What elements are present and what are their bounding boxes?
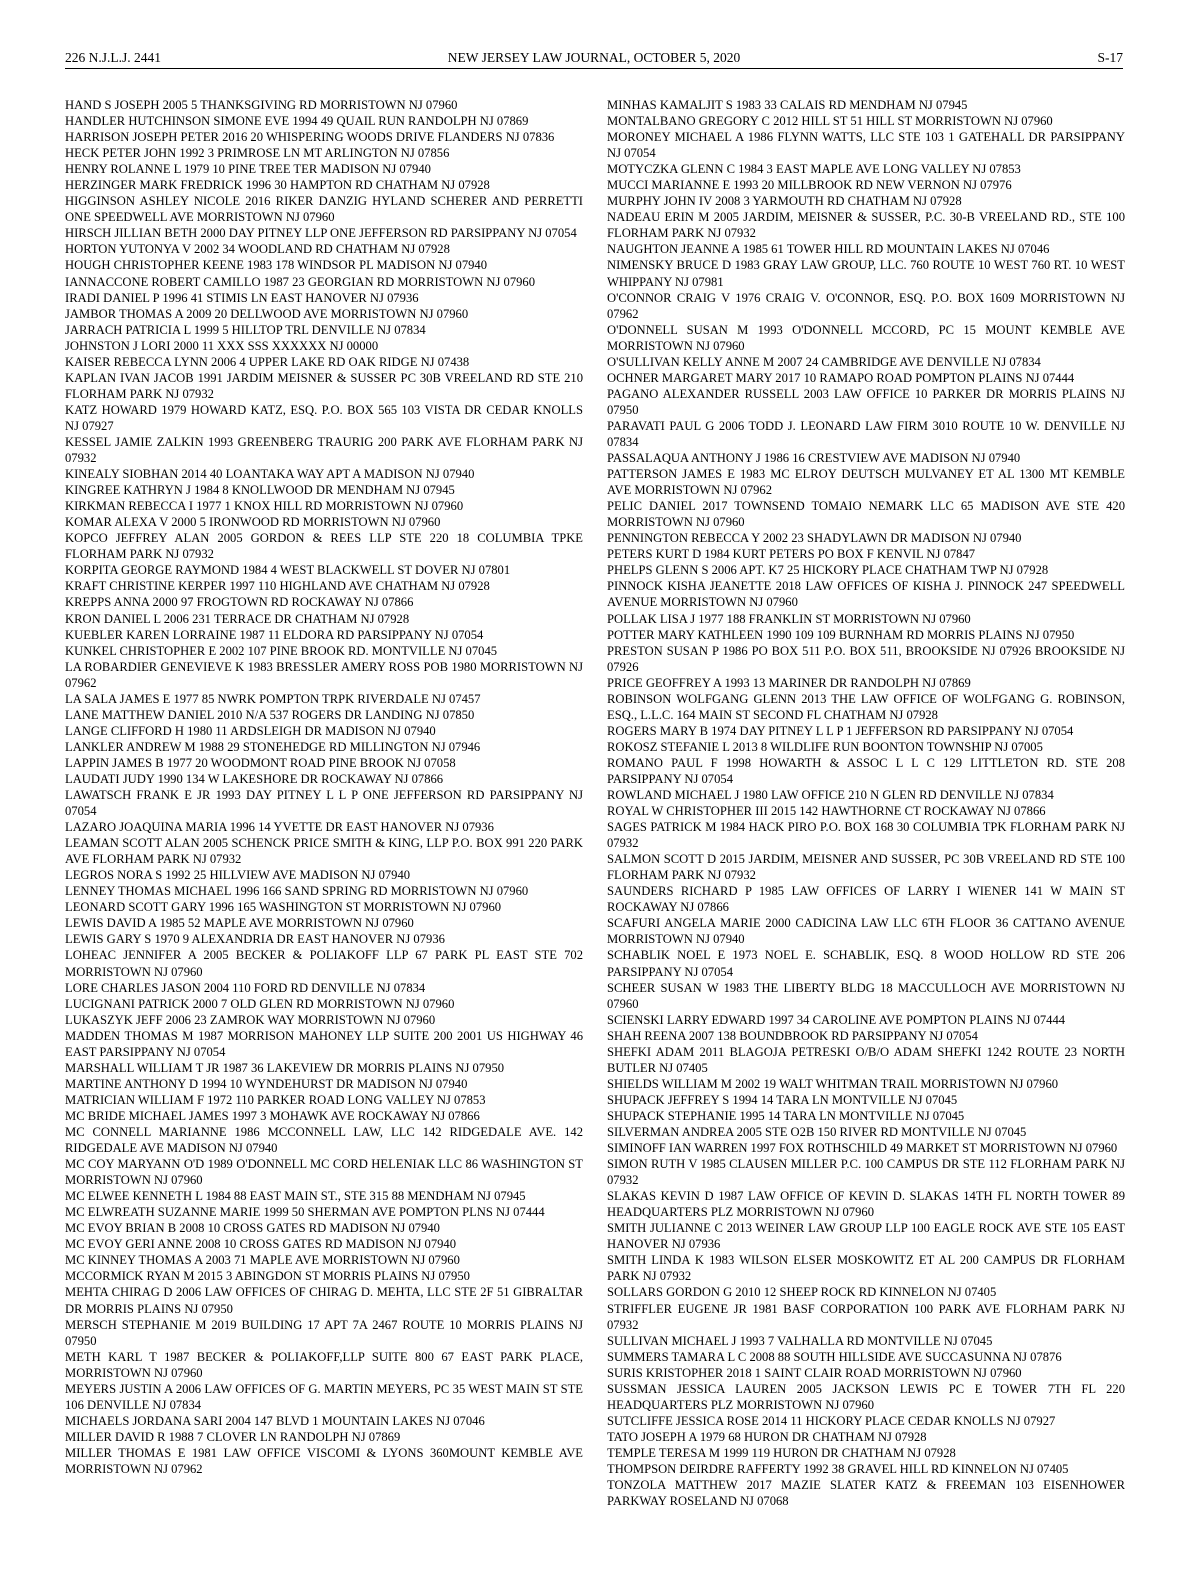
attorney-entry: KINGREE KATHRYN J 1984 8 KNOLLWOOD DR MENDHAM NJ 07945 — [65, 483, 455, 498]
attorney-entry: KUNKEL CHRISTOPHER E 2002 107 PINE BROOK RD. MONTVILLE NJ 07045 — [65, 643, 498, 658]
attorney-entry: IRADI DANIEL P 1996 41 STIMIS LN EAST HANOVER NJ 07936 — [65, 290, 419, 305]
attorney-entry: SMITH JULIANNE C 2013 WEINER LAW GROUP LLP 100 EAGLE ROCK AVE STE 105 EAST HANOVER NJ 07936 — [607, 1221, 1125, 1252]
page-number: S-17 — [1097, 50, 1123, 65]
attorney-entry: HERZINGER MARK FREDRICK 1996 30 HAMPTON RD CHATHAM NJ 07928 — [65, 178, 490, 193]
attorney-entry: NADEAU ERIN M 2005 JARDIM, MEISNER & SUSSER, P.C. 30-B VREELAND RD., STE 100 FLORHAM PARK NJ 07932 — [607, 210, 1125, 241]
attorney-entry: MOTYCZKA GLENN C 1984 3 EAST MAPLE AVE LONG VALLEY NJ 07853 — [607, 162, 1021, 177]
attorney-entry: KAISER REBECCA LYNN 2006 4 UPPER LAKE RD OAK RIDGE NJ 07438 — [65, 354, 470, 369]
attorney-entry: LUCIGNANI PATRICK 2000 7 OLD GLEN RD MORRISTOWN NJ 07960 — [65, 996, 455, 1011]
attorney-entry: MEHTA CHIRAG D 2006 LAW OFFICES OF CHIRAG D. MEHTA, LLC STE 2F 51 GIBRALTAR DR MORRIS PLAINS NJ 07950 — [65, 1285, 583, 1316]
attorney-entry: STRIFFLER EUGENE JR 1981 BASF CORPORATION 100 PARK AVE FLORHAM PARK NJ 07932 — [607, 1301, 1125, 1332]
attorney-entry: MC ELWREATH SUZANNE MARIE 1999 50 SHERMAN AVE POMPTON PLNS NJ 07444 — [65, 1205, 545, 1220]
attorney-entry: MC KINNEY THOMAS A 2003 71 MAPLE AVE MORRISTOWN NJ 07960 — [65, 1253, 460, 1268]
attorney-entry: PHELPS GLENN S 2006 APT. K7 25 HICKORY PLACE CHATHAM TWP NJ 07928 — [607, 563, 1049, 578]
attorney-entry: SALMON SCOTT D 2015 JARDIM, MEISNER AND SUSSER, PC 30B VREELAND RD STE 100 FLORHAM PARK NJ 07932 — [607, 852, 1125, 883]
attorney-entry: PASSALAQUA ANTHONY J 1986 16 CRESTVIEW AVE MADISON NJ 07940 — [607, 451, 1021, 466]
attorney-entry: O'DONNELL SUSAN M 1993 O'DONNELL MCCORD, PC 15 MOUNT KEMBLE AVE MORRISTOWN NJ 07960 — [607, 322, 1125, 353]
attorney-entry: SAUNDERS RICHARD P 1985 LAW OFFICES OF LARRY I WIENER 141 W MAIN ST ROCKAWAY NJ 07866 — [607, 884, 1125, 915]
attorney-entry: PRESTON SUSAN P 1986 PO BOX 511 P.O. BOX 511, BROOKSIDE NJ 07926 BROOKSIDE NJ 07926 — [607, 643, 1125, 674]
attorney-entry: TONZOLA MATTHEW 2017 MAZIE SLATER KATZ & FREEMAN 103 EISENHOWER PARKWAY ROSELAND NJ 07068 — [607, 1478, 1125, 1509]
right-column — [607, 97, 1125, 1509]
attorney-entry: MUCCI MARIANNE E 1993 20 MILLBROOK RD NEW VERNON NJ 07976 — [607, 178, 1012, 193]
attorney-entry: LA ROBARDIER GENEVIEVE K 1983 BRESSLER AMERY ROSS POB 1980 MORRISTOWN NJ 07962 — [65, 659, 583, 690]
attorney-entry: KATZ HOWARD 1979 HOWARD KATZ, ESQ. P.O. BOX 565 103 VISTA DR CEDAR KNOLLS NJ 07927 — [65, 402, 583, 433]
attorney-entry: PAGANO ALEXANDER RUSSELL 2003 LAW OFFICE 10 PARKER DR MORRIS PLAINS NJ 07950 — [607, 386, 1125, 417]
attorney-entry: LEWIS GARY S 1970 9 ALEXANDRIA DR EAST HANOVER NJ 07936 — [65, 932, 445, 947]
attorney-entry: MEYERS JUSTIN A 2006 LAW OFFICES OF G. MARTIN MEYERS, PC 35 WEST MAIN ST STE 106 DENVILLE NJ 07834 — [65, 1381, 583, 1412]
attorney-entry: ROBINSON WOLFGANG GLENN 2013 THE LAW OFFICE OF WOLFGANG G. ROBINSON, ESQ., L.L.C. 164 MAIN ST SECOND FL CHATHAM NJ 07928 — [607, 691, 1125, 722]
attorney-entry: O'CONNOR CRAIG V 1976 CRAIG V. O'CONNOR, ESQ. P.O. BOX 1609 MORRISTOWN NJ 07962 — [607, 290, 1125, 321]
attorney-entry: MC COY MARYANN O'D 1989 O'DONNELL MC CORD HELENIAK LLC 86 WASHINGTON ST MORRISTOWN NJ 07960 — [65, 1157, 583, 1188]
attorney-entry: ROYAL W CHRISTOPHER III 2015 142 HAWTHORNE CT ROCKAWAY NJ 07866 — [607, 804, 1046, 819]
attorney-entry: LEGROS NORA S 1992 25 HILLVIEW AVE MADISON NJ 07940 — [65, 868, 411, 883]
attorney-entry: HARRISON JOSEPH PETER 2016 20 WHISPERING WOODS DRIVE FLANDERS NJ 07836 — [65, 130, 555, 145]
attorney-entry: HORTON YUTONYA V 2002 34 WOODLAND RD CHATHAM NJ 07928 — [65, 242, 450, 257]
attorney-entry: LEAMAN SCOTT ALAN 2005 SCHENCK PRICE SMITH & KING, LLP P.O. BOX 991 220 PARK AVE FLORHAM PARK NJ 07932 — [65, 836, 583, 867]
attorney-entry: SURIS KRISTOPHER 2018 1 SAINT CLAIR ROAD MORRISTOWN NJ 07960 — [607, 1365, 1022, 1380]
attorney-entry: SLAKAS KEVIN D 1987 LAW OFFICE OF KEVIN D. SLAKAS 14TH FL NORTH TOWER 89 HEADQUARTERS PLZ MORRISTOWN NJ 07960 — [607, 1189, 1125, 1220]
attorney-entry: MINHAS KAMALJIT S 1983 33 CALAIS RD MENDHAM NJ 07945 — [607, 98, 968, 112]
attorney-entry: LEWIS DAVID A 1985 52 MAPLE AVE MORRISTOWN NJ 07960 — [65, 916, 414, 931]
attorney-entry: MC CONNELL MARIANNE 1986 MCCONNELL LAW, LLC 142 RIDGEDALE AVE. 142 RIDGEDALE AVE MADISON NJ 07940 — [65, 1125, 583, 1156]
attorney-entry: SULLIVAN MICHAEL J 1993 7 VALHALLA RD MONTVILLE NJ 07045 — [607, 1333, 993, 1348]
attorney-entry: O'SULLIVAN KELLY ANNE M 2007 24 CAMBRIDGE AVE DENVILLE NJ 07834 — [607, 354, 1041, 369]
attorney-entry: PINNOCK KISHA JEANETTE 2018 LAW OFFICES OF KISHA J. PINNOCK 247 SPEEDWELL AVENUE MORRISTOWN NJ 07960 — [607, 579, 1125, 610]
attorney-entry: IANNACCONE ROBERT CAMILLO 1987 23 GEORGIAN RD MORRISTOWN NJ 07960 — [65, 274, 536, 289]
attorney-entry: PENNINGTON REBECCA Y 2002 23 SHADYLAWN DR MADISON NJ 07940 — [607, 531, 1022, 546]
attorney-entry: MERSCH STEPHANIE M 2019 BUILDING 17 APT 7A 2467 ROUTE 10 MORRIS PLAINS NJ 07950 — [65, 1317, 583, 1348]
attorney-entry: ROWLAND MICHAEL J 1980 LAW OFFICE 210 N GLEN RD DENVILLE NJ 07834 — [607, 788, 1054, 803]
attorney-entry: MURPHY JOHN IV 2008 3 YARMOUTH RD CHATHAM NJ 07928 — [607, 194, 962, 209]
attorney-entry: SAGES PATRICK M 1984 HACK PIRO P.O. BOX 168 30 COLUMBIA TPK FLORHAM PARK NJ 07932 — [607, 820, 1125, 851]
attorney-entry: SOLLARS GORDON G 2010 12 SHEEP ROCK RD KINNELON NJ 07405 — [607, 1285, 997, 1300]
attorney-entry: SUTCLIFFE JESSICA ROSE 2014 11 HICKORY PLACE CEDAR KNOLLS NJ 07927 — [607, 1413, 1056, 1428]
attorney-entry: KOPCO JEFFREY ALAN 2005 GORDON & REES LLP STE 220 18 COLUMBIA TPKE FLORHAM PARK NJ 07932 — [65, 531, 583, 562]
attorney-entry: LUKASZYK JEFF 2006 23 ZAMROK WAY MORRISTOWN NJ 07960 — [65, 1012, 436, 1027]
attorney-entry: HIGGINSON ASHLEY NICOLE 2016 RIKER DANZIG HYLAND SCHERER AND PERRETTI ONE SPEEDWELL AVE MORRISTOWN NJ 07960 — [65, 194, 583, 225]
attorney-entry: TATO JOSEPH A 1979 68 HURON DR CHATHAM NJ 07928 — [607, 1429, 927, 1444]
attorney-entry: MCCORMICK RYAN M 2015 3 ABINGDON ST MORRIS PLAINS NJ 07950 — [65, 1269, 470, 1284]
attorney-entry: MILLER THOMAS E 1981 LAW OFFICE VISCOMI & LYONS 360MOUNT KEMBLE AVE MORRISTOWN NJ 07962 — [65, 1445, 583, 1476]
attorney-entry: SIMINOFF IAN WARREN 1997 FOX ROTHSCHILD 49 MARKET ST MORRISTOWN NJ 07960 — [607, 1141, 1118, 1156]
attorney-entry: SHEFKI ADAM 2011 BLAGOJA PETRESKI O/B/O ADAM SHEFKI 1242 ROUTE 23 NORTH BUTLER NJ 07405 — [607, 1044, 1125, 1075]
attorney-entry: MICHAELS JORDANA SARI 2004 147 BLVD 1 MOUNTAIN LAKES NJ 07046 — [65, 1413, 485, 1428]
attorney-entry: SCHABLIK NOEL E 1973 NOEL E. SCHABLIK, ESQ. 8 WOOD HOLLOW RD STE 206 PARSIPPANY NJ 07054 — [607, 948, 1125, 979]
attorney-entry: SIMON RUTH V 1985 CLAUSEN MILLER P.C. 100 CAMPUS DR STE 112 FLORHAM PARK NJ 07932 — [607, 1157, 1125, 1188]
attorney-entry: SUMMERS TAMARA L C 2008 88 SOUTH HILLSIDE AVE SUCCASUNNA NJ 07876 — [607, 1349, 1062, 1364]
attorney-entry: KORPITA GEORGE RAYMOND 1984 4 WEST BLACKWELL ST DOVER NJ 07801 — [65, 563, 511, 578]
attorney-entry: HENRY ROLANNE L 1979 10 PINE TREE TER MADISON NJ 07940 — [65, 162, 431, 177]
attorney-entry: LEONARD SCOTT GARY 1996 165 WASHINGTON ST MORRISTOWN NJ 07960 — [65, 900, 502, 915]
attorney-entry: SHUPACK JEFFREY S 1994 14 TARA LN MONTVILLE NJ 07045 — [607, 1092, 958, 1107]
attorney-entry: LORE CHARLES JASON 2004 110 FORD RD DENVILLE NJ 07834 — [65, 980, 426, 995]
attorney-entry: POTTER MARY KATHLEEN 1990 109 109 BURNHAM RD MORRIS PLAINS NJ 07950 — [607, 627, 1075, 642]
attorney-entry: MATRICIAN WILLIAM F 1972 110 PARKER ROAD LONG VALLEY NJ 07853 — [65, 1092, 486, 1107]
attorney-entry: LAWATSCH FRANK E JR 1993 DAY PITNEY L L P ONE JEFFERSON RD PARSIPPANY NJ 07054 — [65, 788, 583, 819]
attorney-entry: PARAVATI PAUL G 2006 TODD J. LEONARD LAW FIRM 3010 ROUTE 10 W. DENVILLE NJ 07834 — [607, 418, 1125, 449]
attorney-entry: MARSHALL WILLIAM T JR 1987 36 LAKEVIEW DR MORRIS PLAINS NJ 07950 — [65, 1060, 505, 1075]
attorney-entry: JOHNSTON J LORI 2000 11 XXX SSS XXXXXX NJ 00000 — [65, 338, 379, 353]
attorney-entry: LANE MATTHEW DANIEL 2010 N/A 537 ROGERS DR LANDING NJ 07850 — [65, 707, 475, 722]
attorney-entry: POLLAK LISA J 1977 188 FRANKLIN ST MORRISTOWN NJ 07960 — [607, 611, 971, 626]
attorney-entry: LA SALA JAMES E 1977 85 NWRK POMPTON TRPK RIVERDALE NJ 07457 — [65, 691, 481, 706]
attorney-entry: ROKOSZ STEFANIE L 2013 8 WILDLIFE RUN BOONTON TOWNSHIP NJ 07005 — [607, 739, 1043, 754]
attorney-entry: TEMPLE TERESA M 1999 119 HURON DR CHATHAM NJ 07928 — [607, 1445, 956, 1460]
attorney-entry: PELIC DANIEL 2017 TOWNSEND TOMAIO NEMARK LLC 65 MADISON AVE STE 420 MORRISTOWN NJ 07960 — [607, 499, 1125, 530]
attorney-entry: HECK PETER JOHN 1992 3 PRIMROSE LN MT ARLINGTON NJ 07856 — [65, 146, 450, 161]
attorney-entry: HOUGH CHRISTOPHER KEENE 1983 178 WINDSOR PL MADISON NJ 07940 — [65, 258, 488, 273]
attorney-entry: MC EVOY GERI ANNE 2008 10 CROSS GATES RD MADISON NJ 07940 — [65, 1237, 457, 1252]
attorney-entry: KRON DANIEL L 2006 231 TERRACE DR CHATHAM NJ 07928 — [65, 611, 410, 626]
attorney-entry: KREPPS ANNA 2000 97 FROGTOWN RD ROCKAWAY NJ 07866 — [65, 595, 414, 610]
attorney-entry: HAND S JOSEPH 2005 5 THANKSGIVING RD MORRISTOWN NJ 07960 — [65, 98, 458, 112]
attorney-entry: MC ELWEE KENNETH L 1984 88 EAST MAIN ST., STE 315 88 MENDHAM NJ 07945 — [65, 1189, 526, 1204]
attorney-entry: KIRKMAN REBECCA I 1977 1 KNOX HILL RD MORRISTOWN NJ 07960 — [65, 499, 464, 514]
attorney-entry: SHIELDS WILLIAM M 2002 19 WALT WHITMAN TRAIL MORRISTOWN NJ 07960 — [607, 1076, 1059, 1091]
attorney-entry: KAPLAN IVAN JACOB 1991 JARDIM MEISNER & SUSSER PC 30B VREELAND RD STE 210 FLORHAM PARK NJ 07932 — [65, 370, 583, 401]
attorney-entry: MC BRIDE MICHAEL JAMES 1997 3 MOHAWK AVE ROCKAWAY NJ 07866 — [65, 1108, 480, 1123]
attorney-entry: METH KARL T 1987 BECKER & POLIAKOFF,LLP SUITE 800 67 EAST PARK PLACE, MORRISTOWN NJ 07960 — [65, 1349, 583, 1380]
attorney-entry: MONTALBANO GREGORY C 2012 HILL ST 51 HILL ST MORRISTOWN NJ 07960 — [607, 114, 1053, 129]
attorney-entry: THOMPSON DEIRDRE RAFFERTY 1992 38 GRAVEL HILL RD KINNELON NJ 07405 — [607, 1461, 1069, 1476]
publication-title: NEW JERSEY LAW JOURNAL, OCTOBER 5, 2020 — [447, 50, 741, 65]
attorney-entry: NIMENSKY BRUCE D 1983 GRAY LAW GROUP, LLC. 760 ROUTE 10 WEST 760 RT. 10 WEST WHIPPANY NJ 07981 — [607, 258, 1125, 289]
attorney-entry: KOMAR ALEXA V 2000 5 IRONWOOD RD MORRISTOWN NJ 07960 — [65, 515, 441, 530]
attorney-entry: LANKLER ANDREW M 1988 29 STONEHEDGE RD MILLINGTON NJ 07946 — [65, 739, 481, 754]
attorney-entry: LANGE CLIFFORD H 1980 11 ARDSLEIGH DR MADISON NJ 07940 — [65, 723, 436, 738]
attorney-entry: ROMANO PAUL F 1998 HOWARTH & ASSOC L L C 129 LITTLETON RD. STE 208 PARSIPPANY NJ 07054 — [607, 755, 1125, 786]
attorney-entry: PETERS KURT D 1984 KURT PETERS PO BOX F KENVIL NJ 07847 — [607, 547, 976, 562]
attorney-entry: ROGERS MARY B 1974 DAY PITNEY L L P 1 JEFFERSON RD PARSIPPANY NJ 07054 — [607, 723, 1074, 738]
attorney-entry: KUEBLER KAREN LORRAINE 1987 11 ELDORA RD PARSIPPANY NJ 07054 — [65, 627, 484, 642]
attorney-entry: PATTERSON JAMES E 1983 MC ELROY DEUTSCH MULVANEY ET AL 1300 MT KEMBLE AVE MORRISTOWN NJ 07962 — [607, 467, 1125, 498]
attorney-entry: JAMBOR THOMAS A 2009 20 DELLWOOD AVE MORRISTOWN NJ 07960 — [65, 306, 469, 321]
attorney-entry: MARTINE ANTHONY D 1994 10 WYNDEHURST DR MADISON NJ 07940 — [65, 1076, 468, 1091]
attorney-entry: SHAH REENA 2007 138 BOUNDBROOK RD PARSIPPANY NJ 07054 — [607, 1028, 978, 1043]
attorney-entry: LOHEAC JENNIFER A 2005 BECKER & POLIAKOFF LLP 67 PARK PL EAST STE 702 MORRISTOWN NJ 07960 — [65, 948, 583, 979]
attorney-entry: JARRACH PATRICIA L 1999 5 HILLTOP TRL DENVILLE NJ 07834 — [65, 322, 426, 337]
attorney-entry: HANDLER HUTCHINSON SIMONE EVE 1994 49 QUAIL RUN RANDOLPH NJ 07869 — [65, 114, 529, 129]
attorney-entry: SUSSMAN JESSICA LAUREN 2005 JACKSON LEWIS PC E TOWER 7TH FL 220 HEADQUARTERS PLZ MORRISTOWN NJ 07960 — [607, 1381, 1125, 1412]
attorney-entry: KESSEL JAMIE ZALKIN 1993 GREENBERG TRAURIG 200 PARK AVE FLORHAM PARK NJ 07932 — [65, 434, 583, 466]
attorney-entry: MORONEY MICHAEL A 1986 FLYNN WATTS, LLC STE 103 1 GATEHALL DR PARSIPPANY NJ 07054 — [607, 130, 1125, 161]
attorney-entry: SILVERMAN ANDREA 2005 STE O2B 150 RIVER RD MONTVILLE NJ 07045 — [607, 1125, 1027, 1139]
attorney-entry: SMITH LINDA K 1983 WILSON ELSER MOSKOWITZ ET AL 200 CAMPUS DR FLORHAM PARK NJ 07932 — [607, 1253, 1125, 1284]
left-column — [65, 97, 583, 1477]
attorney-entry: KINEALY SIOBHAN 2014 40 LOANTAKA WAY APT A MADISON NJ 07940 — [65, 467, 475, 482]
attorney-entry: SCAFURI ANGELA MARIE 2000 CADICINA LAW LLC 6TH FLOOR 36 CATTANO AVENUE MORRISTOWN NJ 07940 — [607, 916, 1125, 947]
attorney-entry: LENNEY THOMAS MICHAEL 1996 166 SAND SPRING RD MORRISTOWN NJ 07960 — [65, 884, 529, 899]
attorney-entry: LAPPIN JAMES B 1977 20 WOODMONT ROAD PINE BROOK NJ 07058 — [65, 755, 456, 770]
attorney-entry: MILLER DAVID R 1988 7 CLOVER LN RANDOLPH NJ 07869 — [65, 1429, 401, 1444]
attorney-entry: MC EVOY BRIAN B 2008 10 CROSS GATES RD MADISON NJ 07940 — [65, 1221, 440, 1236]
attorney-entry: OCHNER MARGARET MARY 2017 10 RAMAPO ROAD POMPTON PLAINS NJ 07444 — [607, 370, 1075, 385]
attorney-entry: SCHEER SUSAN W 1983 THE LIBERTY BLDG 18 MACCULLOCH AVE MORRISTOWN NJ 07960 — [607, 980, 1125, 1011]
volume-citation: 226 N.J.L.J. 2441 — [65, 50, 162, 65]
attorney-entry: MADDEN THOMAS M 1987 MORRISON MAHONEY LLP SUITE 200 2001 US HIGHWAY 46 EAST PARSIPPANY NJ 07054 — [65, 1028, 583, 1059]
attorney-entry: LAUDATI JUDY 1990 134 W LAKESHORE DR ROCKAWAY NJ 07866 — [65, 771, 444, 786]
attorney-entry: PRICE GEOFFREY A 1993 13 MARINER DR RANDOLPH NJ 07869 — [607, 675, 971, 690]
attorney-entry: SCIENSKI LARRY EDWARD 1997 34 CAROLINE AVE POMPTON PLAINS NJ 07444 — [607, 1012, 1066, 1027]
attorney-entry: HIRSCH JILLIAN BETH 2000 DAY PITNEY LLP ONE JEFFERSON RD PARSIPPANY NJ 07054 — [65, 226, 577, 241]
attorney-entry: LAZARO JOAQUINA MARIA 1996 14 YVETTE DR EAST HANOVER NJ 07936 — [65, 820, 494, 835]
page-header — [65, 50, 1123, 69]
attorney-entry: SHUPACK STEPHANIE 1995 14 TARA LN MONTVILLE NJ 07045 — [607, 1108, 965, 1123]
attorney-entry: KRAFT CHRISTINE KERPER 1997 110 HIGHLAND AVE CHATHAM NJ 07928 — [65, 579, 490, 594]
attorney-entry: NAUGHTON JEANNE A 1985 61 TOWER HILL RD MOUNTAIN LAKES NJ 07046 — [607, 242, 1050, 257]
